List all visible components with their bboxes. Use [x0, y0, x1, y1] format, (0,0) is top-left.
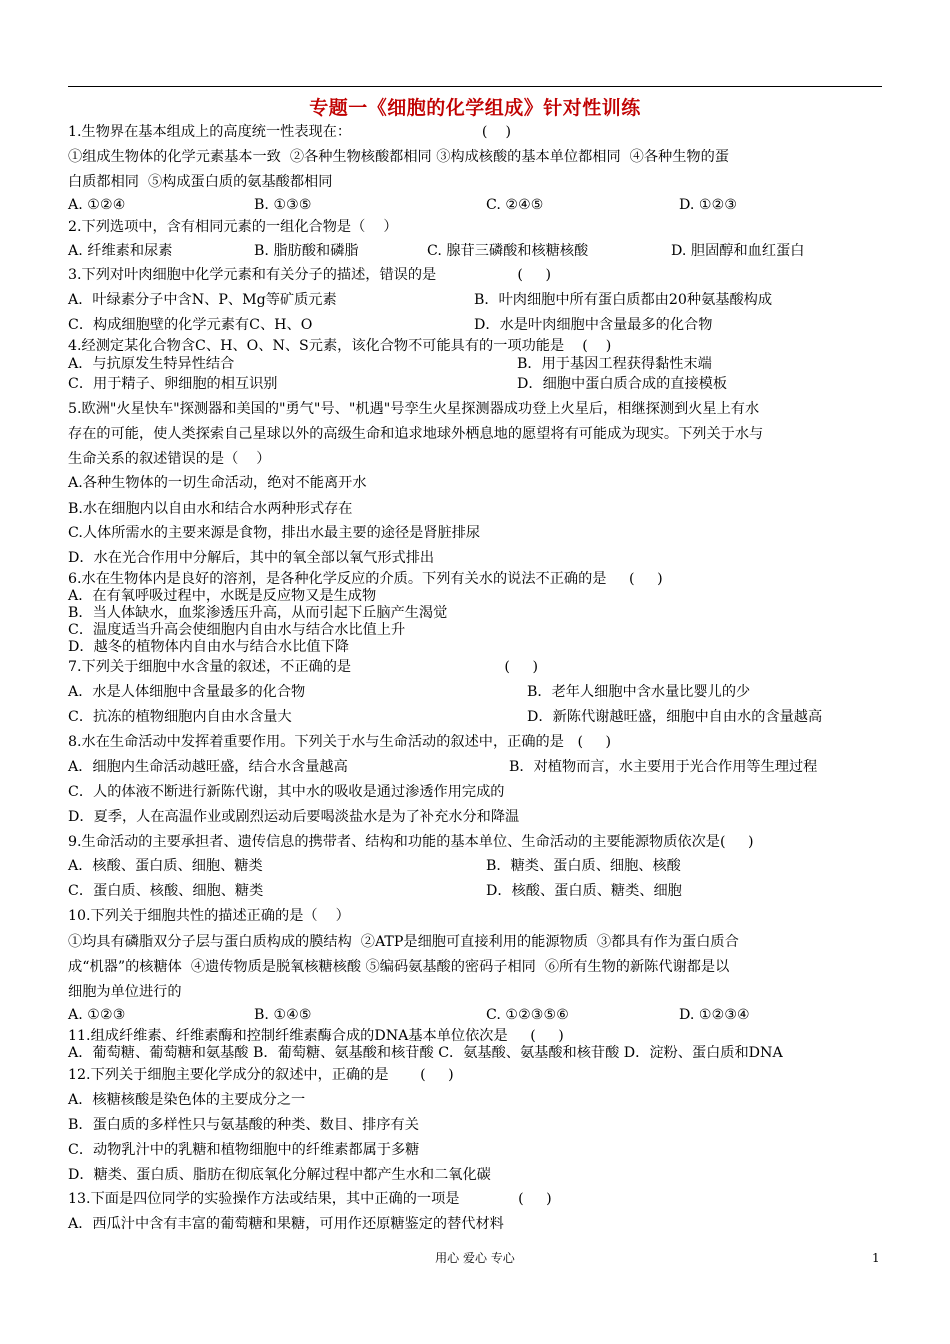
option-d: D. 胆固醇和血红蛋白 [671, 243, 805, 259]
option-d: D. ①②③ [679, 197, 738, 213]
option-a: A．叶绿素分子中含N、P、Mg等矿质元素 [68, 292, 337, 308]
text-line: C．温度适当升高会使细胞内自由水与结合水比值上升 [68, 622, 406, 638]
text-line: 5.欧洲"火星快车"探测器和美国的"勇气"号、"机遇"号孪生火星探测器成功登上火星后，相继探测到火星上有水 [68, 401, 760, 417]
text-line: A．西瓜汁中含有丰富的葡萄糖和果糖，可用作还原糖鉴定的替代材料 [68, 1216, 504, 1232]
option-a: A. ①②④ [68, 197, 126, 213]
text-line: B．当人体缺水，血浆渗透压升高，从而引起下丘脑产生渴觉 [68, 605, 448, 621]
text-line: 2.下列选项中，含有相同元素的一组化合物是（ ） [68, 219, 398, 235]
option-b: D．水是叶肉细胞中含量最多的化合物 [474, 317, 713, 333]
option-c: C. ②④⑤ [486, 197, 544, 213]
text-line: ①组成生物体的化学元素基本一致 ②各种生物核酸都相同 ③构成核酸的基本单位都相同 ④各种生物的蛋 [68, 149, 729, 165]
option-c: C. ①②③⑤⑥ [486, 1007, 569, 1023]
text-line: 10.下列关于细胞共性的描述正确的是（ ） [68, 908, 350, 924]
option-b: D．新陈代谢越旺盛，细胞中自由水的含量越高 [527, 709, 823, 725]
footer-text: 用心 爱心 专心 [435, 1251, 515, 1265]
option-d: D. ①②③④ [679, 1007, 750, 1023]
option-a: A．细胞内生命活动越旺盛，结合水含量越高 [68, 759, 348, 775]
text-line: 1.生物界在基本组成上的高度统一性表现在： ( ) [68, 124, 511, 140]
text-line: 12.下列关于细胞主要化学成分的叙述中，正确的是 ( ) [68, 1067, 454, 1083]
text-line: 13.下面是四位同学的实验操作方法或结果，其中正确的一项是 ( ) [68, 1191, 552, 1207]
text-line: B.水在细胞内以自由水和结合水两种形式存在 [68, 501, 353, 517]
text-line: B．蛋白质的多样性只与氨基酸的种类、数目、排序有关 [68, 1117, 419, 1133]
text-line: 成“机器”的核糖体 ④遗传物质是脱氧核糖核酸 ⑤编码氨基酸的密码子相同 ⑥所有生物的新陈代谢都是以 [68, 959, 730, 975]
text-line: A．在有氧呼吸过程中，水既是反应物又是生成物 [68, 588, 377, 604]
text-line: 3.下列对叶肉细胞中化学元素和有关分子的描述，错误的是 ( ) [68, 267, 552, 283]
text-line: 白质都相同 ⑤构成蛋白质的氨基酸都相同 [68, 174, 333, 190]
option-b: D．核酸、蛋白质、糖类、细胞 [486, 883, 682, 899]
text-line: 生命关系的叙述错误的是（ ） [68, 451, 271, 467]
text-line: 6.水在生物体内是良好的溶剂，是各种化学反应的介质。下列有关水的说法不正确的是 ( ) [68, 571, 663, 587]
option-b: B．老年人细胞中含水量比婴儿的少 [527, 684, 751, 700]
page-title: 专题一《细胞的化学组成》针对性训练 [309, 97, 641, 119]
text-line: 7.下列关于细胞中水含量的叙述，不正确的是 ( ) [68, 659, 539, 675]
option-a: C．用于精子、卵细胞的相互识别 [68, 376, 278, 392]
option-a: C．构成细胞壁的化学元素有C、H、O [68, 317, 313, 333]
option-a: A. 纤维素和尿素 [68, 243, 173, 259]
text-line: D．糖类、蛋白质、脂肪在彻底氧化分解过程中都产生水和二氧化碳 [68, 1167, 491, 1183]
text-line: D．夏季，人在高温作业或剧烈运动后要喝淡盐水是为了补充水分和降温 [68, 809, 520, 825]
text-line: C.人体所需水的主要来源是食物，排出水最主要的途径是肾脏排尿 [68, 525, 481, 541]
text-line: 细胞为单位进行的 [68, 984, 182, 1000]
option-a: A. ①②③ [68, 1007, 126, 1023]
option-b: B. ①③⑤ [254, 197, 312, 213]
option-a: A．与抗原发生特异性结合 [68, 356, 235, 372]
page-number: 1 [872, 1251, 880, 1265]
option-a: C．抗冻的植物细胞内自由水含量大 [68, 709, 292, 725]
option-b: B. 脂肪酸和磷脂 [254, 243, 359, 259]
text-line: 存在的可能，使人类探索自己星球以外的高级生命和追求地球外栖息地的愿望将有可能成为现实。下列关于水与 [68, 426, 764, 442]
header-rule [68, 86, 882, 87]
text-line: D．水在光合作用中分解后，其中的氧全部以氧气形式排出 [68, 550, 435, 566]
option-b: D．细胞中蛋白质合成的直接模板 [517, 376, 728, 392]
text-line: C．人的体液不断进行新陈代谢，其中水的吸收是通过渗透作用完成的 [68, 784, 505, 800]
text-line: A．核糖核酸是染色体的主要成分之一 [68, 1092, 306, 1108]
text-line: 4.经测定某化合物含C、H、O、N、S元素，该化合物不可能具有的一项功能是 ( ) [68, 338, 612, 354]
option-a: A．水是人体细胞中含量最多的化合物 [68, 684, 306, 700]
text-line: A.各种生物体的一切生命活动，绝对不能离开水 [68, 475, 367, 491]
option-b: B．对植物而言，水主要用于光合作用等生理过程 [509, 759, 818, 775]
text-line: 8.水在生命活动中发挥着重要作用。下列关于水与生命活动的叙述中，正确的是 ( ) [68, 734, 612, 750]
text-line: 11.组成纤维素、纤维素酶和控制纤维素酶合成的DNA基本单位依次是 ( ) [68, 1028, 564, 1044]
text-line: 9.生命活动的主要承担者、遗传信息的携带者、结构和功能的基本单位、生命活动的主要能源物质依次是( ) [68, 834, 754, 850]
option-a: C．蛋白质、核酸、细胞、糖类 [68, 883, 264, 899]
option-c: C. 腺苷三磷酸和核糖核酸 [427, 243, 589, 259]
option-b: B. ①④⑤ [254, 1007, 312, 1023]
option-b: B．用于基因工程获得黏性末端 [517, 356, 712, 372]
option-a: A．核酸、蛋白质、细胞、糖类 [68, 858, 263, 874]
option-b: B．糖类、蛋白质、细胞、核酸 [486, 858, 681, 874]
text-line: D．越冬的植物体内自由水与结合水比值下降 [68, 639, 349, 655]
text-line: C．动物乳汁中的乳糖和植物细胞中的纤维素都属于多糖 [68, 1142, 420, 1158]
text-line: ①均具有磷脂双分子层与蛋白质构成的膜结构 ②ATP是细胞可直接利用的能源物质 ③都具有作为蛋白质合 [68, 934, 739, 950]
option-b: B．叶肉细胞中所有蛋白质都由20种氨基酸构成 [474, 292, 773, 308]
text-line: A．葡萄糖、葡萄糖和氨基酸 B．葡萄糖、氨基酸和核苷酸 C．氨基酸、氨基酸和核苷酸 D．淀粉、蛋白质和DNA [68, 1045, 783, 1061]
